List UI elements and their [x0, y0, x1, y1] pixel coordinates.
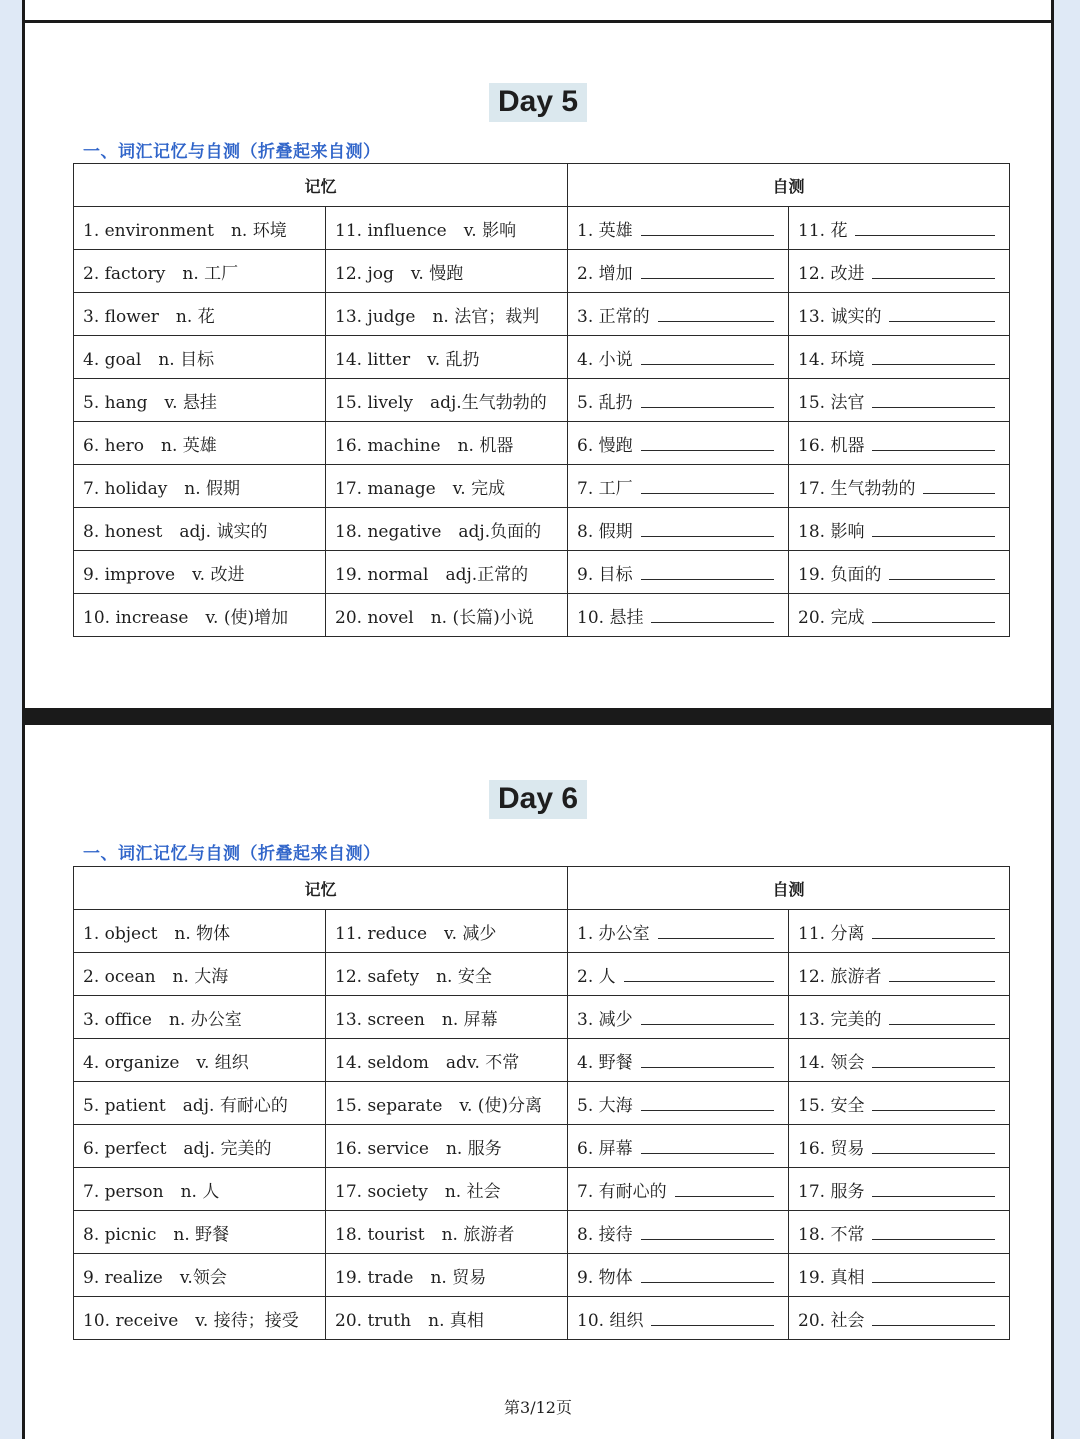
- answer-blank[interactable]: [641, 277, 774, 279]
- memory-cell: 9. improve v. 改进: [74, 551, 326, 594]
- table-row: [74, 293, 1010, 336]
- memory-cell: 20. truth n. 真相: [326, 1297, 568, 1340]
- answer-blank[interactable]: [675, 1195, 774, 1197]
- self-test-prompt: 16. 机器: [798, 435, 865, 456]
- test-header: 自测: [568, 867, 1010, 910]
- memory-cell: 2. ocean n. 大海: [74, 953, 326, 996]
- memory-cell: 11. reduce v. 减少: [326, 910, 568, 953]
- self-test-cell: [789, 1168, 1010, 1211]
- memory-cell: 16. machine n. 机器: [326, 422, 568, 465]
- self-test-cell: [789, 465, 1010, 508]
- table-row: [74, 1211, 1010, 1254]
- table-row: [74, 910, 1010, 953]
- self-test-cell: [789, 1297, 1010, 1340]
- self-test-prompt: 3. 减少: [577, 1009, 633, 1030]
- self-test-cell: [789, 996, 1010, 1039]
- table-body: [74, 207, 1010, 637]
- self-test-prompt: 15. 法官: [798, 392, 865, 413]
- memory-cell: 19. trade n. 贸易: [326, 1254, 568, 1297]
- self-test-prompt: 6. 屏幕: [577, 1138, 633, 1159]
- self-test-prompt: 12. 旅游者: [798, 966, 882, 987]
- page-number: 第3/12页: [504, 1398, 572, 1417]
- self-test-cell: [789, 379, 1010, 422]
- memory-cell: 17. manage v. 完成: [326, 465, 568, 508]
- answer-blank[interactable]: [872, 363, 995, 365]
- self-test-cell: [568, 1254, 789, 1297]
- memory-cell: 13. judge n. 法官；裁判: [326, 293, 568, 336]
- answer-blank[interactable]: [641, 1238, 774, 1240]
- self-test-prompt: 17. 服务: [798, 1181, 865, 1202]
- memory-cell: 4. goal n. 目标: [74, 336, 326, 379]
- self-test-prompt: 9. 物体: [577, 1267, 633, 1288]
- memory-header: 记忆: [74, 867, 568, 910]
- answer-blank[interactable]: [872, 535, 995, 537]
- answer-blank[interactable]: [641, 1281, 774, 1283]
- day-title: [25, 780, 1051, 819]
- answer-blank[interactable]: [641, 234, 774, 236]
- answer-blank[interactable]: [872, 937, 995, 939]
- answer-blank[interactable]: [641, 406, 774, 408]
- memory-cell: 3. office n. 办公室: [74, 996, 326, 1039]
- self-test-cell: [568, 465, 789, 508]
- answer-blank[interactable]: [641, 1152, 774, 1154]
- answer-blank[interactable]: [872, 1109, 995, 1111]
- self-test-cell: [568, 293, 789, 336]
- self-test-cell: [789, 336, 1010, 379]
- answer-blank[interactable]: [872, 1066, 995, 1068]
- memory-cell: 6. hero n. 英雄: [74, 422, 326, 465]
- answer-blank[interactable]: [872, 277, 995, 279]
- answer-blank[interactable]: [889, 320, 995, 322]
- answer-blank[interactable]: [872, 1152, 995, 1154]
- answer-blank[interactable]: [872, 1195, 995, 1197]
- memory-cell: 8. honest adj. 诚实的: [74, 508, 326, 551]
- self-test-prompt: 19. 真相: [798, 1267, 865, 1288]
- table-body: [74, 910, 1010, 1340]
- self-test-prompt: 2. 增加: [577, 263, 633, 284]
- section-title: 一、词汇记忆与自测（折叠起来自测）: [83, 844, 381, 864]
- self-test-cell: [568, 953, 789, 996]
- memory-cell: 11. influence v. 影响: [326, 207, 568, 250]
- self-test-prompt: 13. 完美的: [798, 1009, 882, 1030]
- self-test-prompt: 14. 领会: [798, 1052, 865, 1073]
- self-test-cell: [568, 422, 789, 465]
- self-test-prompt: 10. 悬挂: [577, 607, 644, 628]
- answer-blank[interactable]: [889, 980, 995, 982]
- memory-cell: 7. person n. 人: [74, 1168, 326, 1211]
- self-test-prompt: 17. 生气勃勃的: [798, 478, 916, 499]
- answer-blank[interactable]: [872, 449, 995, 451]
- memory-cell: 10. receive v. 接待；接受: [74, 1297, 326, 1340]
- self-test-prompt: 8. 假期: [577, 521, 633, 542]
- self-test-cell: [568, 1168, 789, 1211]
- page-separator: [22, 708, 1054, 722]
- memory-cell: 7. holiday n. 假期: [74, 465, 326, 508]
- self-test-prompt: 18. 不常: [798, 1224, 865, 1245]
- memory-cell: 5. hang v. 悬挂: [74, 379, 326, 422]
- self-test-cell: [568, 336, 789, 379]
- table-row: [74, 465, 1010, 508]
- self-test-prompt: 11. 花: [798, 220, 848, 241]
- table-row: [74, 1125, 1010, 1168]
- self-test-cell: [568, 207, 789, 250]
- self-test-prompt: 7. 有耐心的: [577, 1181, 667, 1202]
- self-test-prompt: 10. 组织: [577, 1310, 644, 1331]
- answer-blank[interactable]: [641, 1023, 774, 1025]
- memory-cell: 16. service n. 服务: [326, 1125, 568, 1168]
- memory-cell: 12. safety n. 安全: [326, 953, 568, 996]
- answer-blank[interactable]: [641, 363, 774, 365]
- table-row: [74, 336, 1010, 379]
- memory-cell: 12. jog v. 慢跑: [326, 250, 568, 293]
- table-row: [74, 508, 1010, 551]
- self-test-cell: [789, 1125, 1010, 1168]
- self-test-cell: [789, 910, 1010, 953]
- memory-cell: 5. patient adj. 有耐心的: [74, 1082, 326, 1125]
- self-test-prompt: 19. 负面的: [798, 564, 882, 585]
- self-test-cell: [789, 551, 1010, 594]
- self-test-cell: [568, 996, 789, 1039]
- self-test-cell: [789, 422, 1010, 465]
- self-test-prompt: 2. 人: [577, 966, 616, 987]
- self-test-cell: [568, 250, 789, 293]
- answer-blank[interactable]: [641, 535, 774, 537]
- self-test-prompt: 4. 小说: [577, 349, 633, 370]
- answer-blank[interactable]: [658, 320, 774, 322]
- table-row: [74, 207, 1010, 250]
- self-test-cell: [568, 1211, 789, 1254]
- self-test-cell: [568, 1125, 789, 1168]
- self-test-prompt: 12. 改进: [798, 263, 865, 284]
- table-row: [74, 422, 1010, 465]
- test-header: 自测: [568, 164, 1010, 207]
- memory-cell: 18. tourist n. 旅游者: [326, 1211, 568, 1254]
- self-test-prompt: 14. 环境: [798, 349, 865, 370]
- table-row: [74, 1297, 1010, 1340]
- self-test-prompt: 3. 正常的: [577, 306, 650, 327]
- answer-blank[interactable]: [641, 449, 774, 451]
- table-row: [74, 1168, 1010, 1211]
- memory-cell: 4. organize v. 组织: [74, 1039, 326, 1082]
- self-test-prompt: 18. 影响: [798, 521, 865, 542]
- self-test-prompt: 15. 安全: [798, 1095, 865, 1116]
- answer-blank[interactable]: [641, 492, 774, 494]
- answer-blank[interactable]: [923, 492, 995, 494]
- self-test-cell: [789, 594, 1010, 637]
- memory-cell: 13. screen n. 屏幕: [326, 996, 568, 1039]
- table-row: [74, 551, 1010, 594]
- answer-blank[interactable]: [872, 1238, 995, 1240]
- memory-header: 记忆: [74, 164, 568, 207]
- memory-cell: 9. realize v.领会: [74, 1254, 326, 1297]
- memory-cell: 3. flower n. 花: [74, 293, 326, 336]
- memory-cell: 14. litter v. 乱扔: [326, 336, 568, 379]
- memory-cell: 1. environment n. 环境: [74, 207, 326, 250]
- self-test-cell: [789, 953, 1010, 996]
- answer-blank[interactable]: [641, 1109, 774, 1111]
- answer-blank[interactable]: [658, 937, 774, 939]
- self-test-cell: [789, 1082, 1010, 1125]
- answer-blank[interactable]: [872, 406, 995, 408]
- self-test-prompt: 6. 慢跑: [577, 435, 633, 456]
- memory-cell: 18. negative adj.负面的: [326, 508, 568, 551]
- self-test-cell: [568, 379, 789, 422]
- memory-cell: 1. object n. 物体: [74, 910, 326, 953]
- page-day-5: [22, 20, 1054, 728]
- answer-blank[interactable]: [872, 1324, 995, 1326]
- answer-blank[interactable]: [641, 1066, 774, 1068]
- memory-cell: 14. seldom adv. 不常: [326, 1039, 568, 1082]
- self-test-cell: [789, 250, 1010, 293]
- answer-blank[interactable]: [855, 234, 995, 236]
- answer-blank[interactable]: [889, 1023, 995, 1025]
- self-test-prompt: 1. 英雄: [577, 220, 633, 241]
- self-test-cell: [568, 508, 789, 551]
- answer-blank[interactable]: [889, 578, 995, 580]
- self-test-prompt: 20. 完成: [798, 607, 865, 628]
- self-test-cell: [568, 594, 789, 637]
- self-test-cell: [789, 508, 1010, 551]
- memory-cell: 15. lively adj.生气勃勃的: [326, 379, 568, 422]
- day-title-text: Day 5: [489, 83, 587, 122]
- memory-cell: 10. increase v. (使)增加: [74, 594, 326, 637]
- self-test-cell: [789, 293, 1010, 336]
- self-test-prompt: 5. 乱扔: [577, 392, 633, 413]
- answer-blank[interactable]: [872, 1281, 995, 1283]
- self-test-prompt: 1. 办公室: [577, 923, 650, 944]
- self-test-cell: [568, 1297, 789, 1340]
- memory-cell: 19. normal adj.正常的: [326, 551, 568, 594]
- self-test-cell: [789, 1039, 1010, 1082]
- table-row: [74, 996, 1010, 1039]
- vocab-table: [73, 163, 1010, 637]
- answer-blank[interactable]: [624, 980, 774, 982]
- answer-blank[interactable]: [872, 621, 995, 623]
- memory-cell: 6. perfect adj. 完美的: [74, 1125, 326, 1168]
- table-row: [74, 1039, 1010, 1082]
- memory-cell: 15. separate v. (使)分离: [326, 1082, 568, 1125]
- vocab-table: [73, 866, 1010, 1340]
- self-test-prompt: 9. 目标: [577, 564, 633, 585]
- memory-cell: 20. novel n. (长篇)小说: [326, 594, 568, 637]
- table-row: [74, 953, 1010, 996]
- table-row: [74, 250, 1010, 293]
- section-title: 一、词汇记忆与自测（折叠起来自测）: [83, 142, 381, 162]
- answer-blank[interactable]: [641, 578, 774, 580]
- answer-blank[interactable]: [651, 1324, 774, 1326]
- page-day-6: [22, 722, 1054, 1439]
- self-test-prompt: 20. 社会: [798, 1310, 865, 1331]
- table-row: [74, 1082, 1010, 1125]
- memory-cell: 17. society n. 社会: [326, 1168, 568, 1211]
- self-test-cell: [568, 1082, 789, 1125]
- self-test-prompt: 11. 分离: [798, 923, 865, 944]
- self-test-prompt: 4. 野餐: [577, 1052, 633, 1073]
- memory-cell: 8. picnic n. 野餐: [74, 1211, 326, 1254]
- answer-blank[interactable]: [651, 621, 774, 623]
- day-title-text: Day 6: [489, 780, 587, 819]
- table-row: [74, 379, 1010, 422]
- memory-cell: 2. factory n. 工厂: [74, 250, 326, 293]
- previous-page-edge: [22, 0, 1054, 20]
- self-test-prompt: 8. 接待: [577, 1224, 633, 1245]
- self-test-prompt: 13. 诚实的: [798, 306, 882, 327]
- self-test-prompt: 7. 工厂: [577, 478, 633, 499]
- self-test-cell: [789, 1254, 1010, 1297]
- self-test-cell: [789, 1211, 1010, 1254]
- self-test-prompt: 5. 大海: [577, 1095, 633, 1116]
- self-test-cell: [568, 910, 789, 953]
- self-test-prompt: 16. 贸易: [798, 1138, 865, 1159]
- self-test-cell: [568, 1039, 789, 1082]
- table-row: [74, 594, 1010, 637]
- table-row: [74, 1254, 1010, 1297]
- self-test-cell: [789, 207, 1010, 250]
- self-test-cell: [568, 551, 789, 594]
- day-title: [25, 83, 1051, 122]
